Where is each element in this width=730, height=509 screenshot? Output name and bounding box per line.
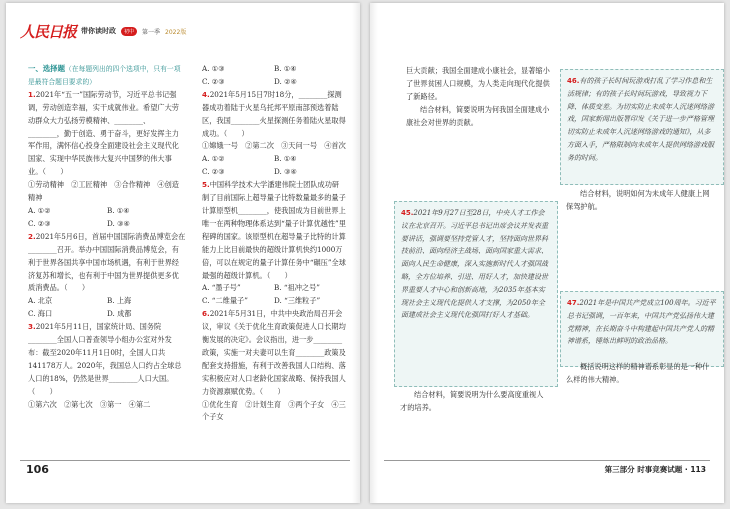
question-46-prompt: 结合材料，说明如何为未成年人健康上网保驾护航。 <box>566 189 710 211</box>
question-45-prompt: 结合材料，简要说明为什么要高度重视人才的培养。 <box>400 390 544 412</box>
question-3-options: A. ①③ B. ①④ C. ②③ D. ②④ <box>202 64 297 86</box>
question-4-items: ①嫦娥一号 ②第二次 ③天问一号 ④首次 <box>202 141 346 151</box>
question-4: 4.2021年5月15日7时18分，________探测器成功着陆于火星乌托邦平原南部预选着陆区，我国________火星探测任务着陆火星取得成功。（ ） <box>202 89 346 138</box>
question-45-material: 45.2021年9月27日至28日，中央人才工作会议在北京召开。习近平总书记出席会议并发表重要讲话，强调要坚持党管人才，坚持面向世界科技前沿、面向经济主战场、面向国家重大需求、面向人民生命健康，深入实施新时代人才强国战略，全方位培养、引进、用好人才，加快建设世界重要人才中心和创新高地，为2035年基本实现社会主义现代化提供人才支撑，为2050年全面建成社会主义现代化强国打好人才基础。 <box>394 201 558 387</box>
question-47-material: 47.2021年是中国共产党成立100周年。习近平总书记强调，一百年来，中国共产党弘扬伟大建党精神，在长期奋斗中构建起中国共产党人的精神谱系，锤炼出鲜明的政治品格。 <box>560 291 724 367</box>
page-header <box>20 21 186 41</box>
right-page <box>370 3 724 503</box>
gutter-shadow <box>352 3 360 503</box>
left-page <box>6 3 360 503</box>
footer-section-title: 第三部分 时事竞赛试题 <box>604 465 683 474</box>
question-44-prompt: 结合材料，简要说明为何我国全面建成小康社会对世界的贡献。 <box>406 104 550 127</box>
question-3-items: ①第六次 ②第七次 ③第一 ④第二 <box>28 399 151 409</box>
question-1-options: A. ①② B. ①④ C. ②③ D. ③④ <box>28 205 130 228</box>
gutter-shadow <box>370 3 378 503</box>
question-4-options: A. ①② B. ①④ C. ②③ D. ③④ <box>202 154 297 177</box>
section-hint: （在每题列出的四个选项中，只有一项是最符合题目要求的） <box>28 65 181 86</box>
page-number: 106 <box>26 463 49 476</box>
series-title: 带你读时政 <box>81 27 117 35</box>
newspaper-logo: 人民日报 <box>20 22 77 41</box>
left-column-2 <box>202 63 346 424</box>
page-number: 113 <box>690 465 706 474</box>
left-column-1 <box>28 63 186 411</box>
right-column-1 <box>406 65 550 130</box>
question-6-items: ①优化生育 ②计划生育 ③两个子女 ④三个子女 <box>202 399 346 422</box>
page-footer: 第三部分 时事竞赛试题 · 113 <box>604 465 706 474</box>
question-5: 5.中国科学技术大学潘建伟院士团队成功研制了目前国际上超导量子比特数量最多的量子计算原型机________，使我国成为目前世界上唯一在两种物理体系达到“量子计算优越性”里程碑的国家。该原型机在超导量子比特的计算能力上比目前最快的超级计算机快约1000万倍，可以在规定的量子计算任务中“碾压”全球最强的超级计算机。（ ） <box>202 180 346 280</box>
footer-rule <box>384 460 710 461</box>
grade-badge: 初中 <box>121 27 137 36</box>
section-heading: 一、选择题（在每题列出的四个选项中，只有一项是最符合题目要求的） <box>28 64 181 86</box>
question-44-continued: 巨大贡献；我国全面建成小康社会，显著缩小了世界贫困人口规模，为人类走向现代化提供了新路径。 <box>406 66 550 101</box>
question-3: 3.2021年5月11日，国家统计局、国务院________全国人口普查领导小组办公室对外发布：截至2020年11月1日0时，全国人口共141178万人。2020年，我国总人口约占全球总人口的18%，仍然是世界________人口大国。（ ） <box>28 322 182 396</box>
question-6: 6.2021年5月31日，中共中央政治局召开会议，审议《关于优化生育政策促进人口长期均衡发展的决定》。会议指出，进一步________政策，实施一对夫妻可以生育________政策及配套支持措施，有利于改善我国人口结构、落实积极应对人口老龄化国家战略、保持我国人力资源禀赋优势。（ ） <box>202 309 346 396</box>
question-47-prompt: 概括说明这样的精神谱系彰显的是一种什么样的伟大精神。 <box>566 362 710 384</box>
question-46-material: 46.有的孩子长时间玩游戏打乱了学习作息和生活规律；有的孩子长时间玩游戏，导致视力下降、体质变差。为切实防止未成年人沉迷网络游戏，国家新闻出版署印发《关于进一步严格管理 切实防止未成年人沉迷网络游戏的通知》，从多方面入手，严格限制向未成年人提供网络游戏服务的时间。 <box>560 69 724 185</box>
volume-label: 第一季 <box>142 28 161 36</box>
footer-rule <box>20 460 350 461</box>
question-2: 2.2021年5月6日，首届中国国际消费品博览会在________召开。举办中国国际消费品博览会，有利于世界各国共享中国市场机遇，有利于世界经济复苏和增长，也有利于中国为世界提供更多优质消费品。（ ） <box>28 231 186 293</box>
question-1-items: ①劳动精神 ②工匠精神 ③合作精神 ④创造精神 <box>28 180 179 203</box>
question-2-options: A. 北京 B. 上海 C. 海口 D. 成都 <box>28 296 132 319</box>
edition-year: 2022版 <box>165 28 187 36</box>
question-1: 1.2021年“五一”国际劳动节，习近平总书记强调，劳动创造幸福，实干成就伟业。希望广大劳动群众大力弘扬劳模精神、________、________，勤于创造、勇于奋斗，更好发挥主力军作用，满怀信心投身全面建设社会主义现代化国家、实现中华民族伟大复兴中国梦的伟大事业。（ ） <box>28 89 179 177</box>
question-5-options: A. “墨子号” B. “祖冲之号” C. “二维量子” D. “三维粒子” <box>202 283 321 306</box>
